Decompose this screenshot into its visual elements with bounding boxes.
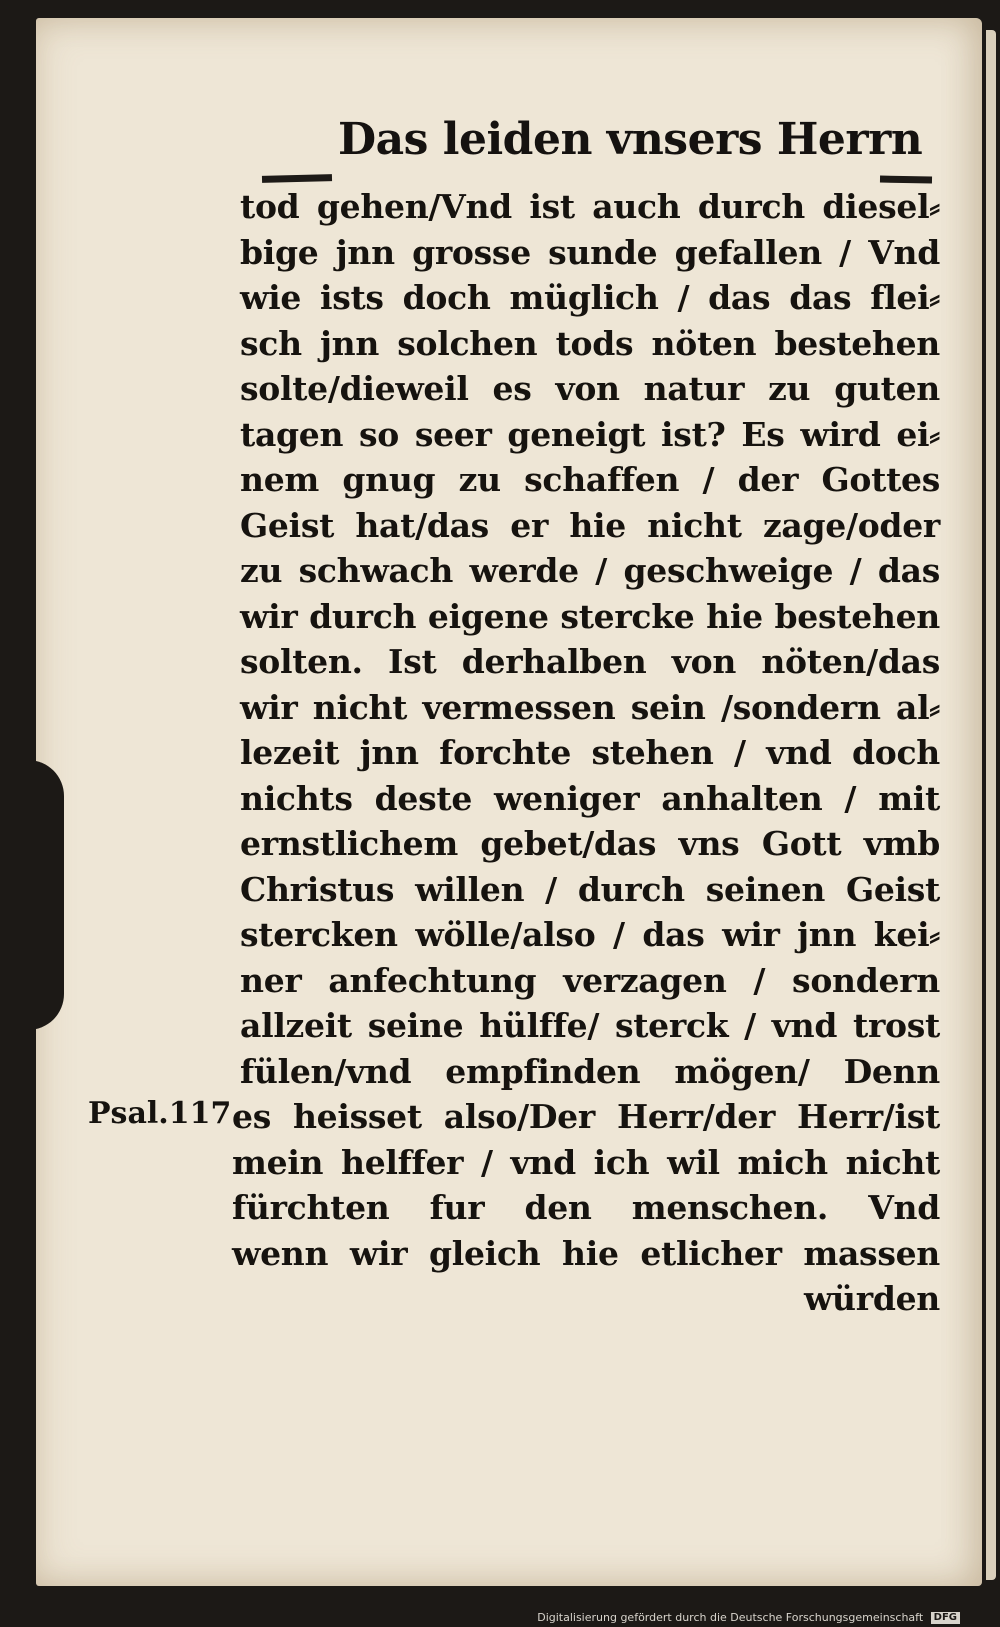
text-line: nichts deste weniger anhalten / mit	[240, 778, 940, 818]
text-line: wir nicht vermessen sein /sondern al⸗	[240, 687, 940, 727]
text-line: nem gnug zu schaffen / der Gottes	[240, 460, 940, 499]
text-line: Geist hat/das er hie nicht zage/oder	[240, 505, 940, 545]
dfg-logo: DFG	[931, 1612, 960, 1624]
text-line: lezeit jnn forchte stehen / vnd doch	[240, 733, 940, 772]
margin-note-psalm: Psal.117.	[88, 1096, 242, 1131]
text-line: tagen so seer geneigt ist? Es wird ei⸗	[240, 414, 940, 454]
page-edge	[986, 30, 996, 1580]
header-rule-right	[880, 176, 932, 184]
digitization-credit	[537, 1611, 960, 1624]
text-line: zu schwach werde / geschweige / das	[240, 551, 940, 590]
text-line: mein helffer / vnd ich wil mich nicht	[232, 1142, 940, 1182]
text-line: Christus willen / durch seinen Geist	[240, 869, 940, 909]
body-text	[232, 184, 940, 1322]
text-line: ner anfechtung verzagen / sondern	[240, 960, 940, 1000]
text-line: allzeit seine hülffe/ sterck / vnd trost	[240, 1006, 940, 1045]
text-line: bige jnn grosse sunde gefallen / Vnd	[240, 232, 940, 272]
text-line: wie ists doch müglich / das das flei⸗	[240, 278, 940, 317]
text-line: tod gehen/Vnd ist auch durch diesel⸗	[240, 187, 940, 226]
text-line: fürchten fur den menschen. Vnd	[232, 1188, 940, 1227]
running-head: Das leiden vnsers Herrn	[338, 114, 923, 165]
text-line: wenn wir gleich hie etlicher massen	[232, 1233, 940, 1273]
text-line: es heisset also/Der Herr/der Herr/ist	[232, 1097, 940, 1136]
text-line: sch jnn solchen tods nöten bestehen	[240, 323, 940, 363]
text-line: solten. Ist derhalben von nöten/das	[240, 642, 940, 681]
text-line: stercken wölle/also / das wir jnn kei⸗	[240, 915, 940, 954]
catchword: würden	[803, 1279, 940, 1318]
text-line: fülen/vnd empfinden mögen/ Denn	[240, 1051, 940, 1091]
text-line: ernstlichem gebet/das vns Gott vmb	[240, 824, 940, 863]
credit-text: Digitalisierung gefördert durch die Deutsche Forschungsgemeinschaft	[537, 1611, 924, 1624]
page-edge-damage	[28, 760, 64, 1030]
text-line: wir durch eigene stercke hie bestehen	[240, 596, 940, 636]
text-line: solte/dieweil es von natur zu guten	[240, 369, 940, 408]
